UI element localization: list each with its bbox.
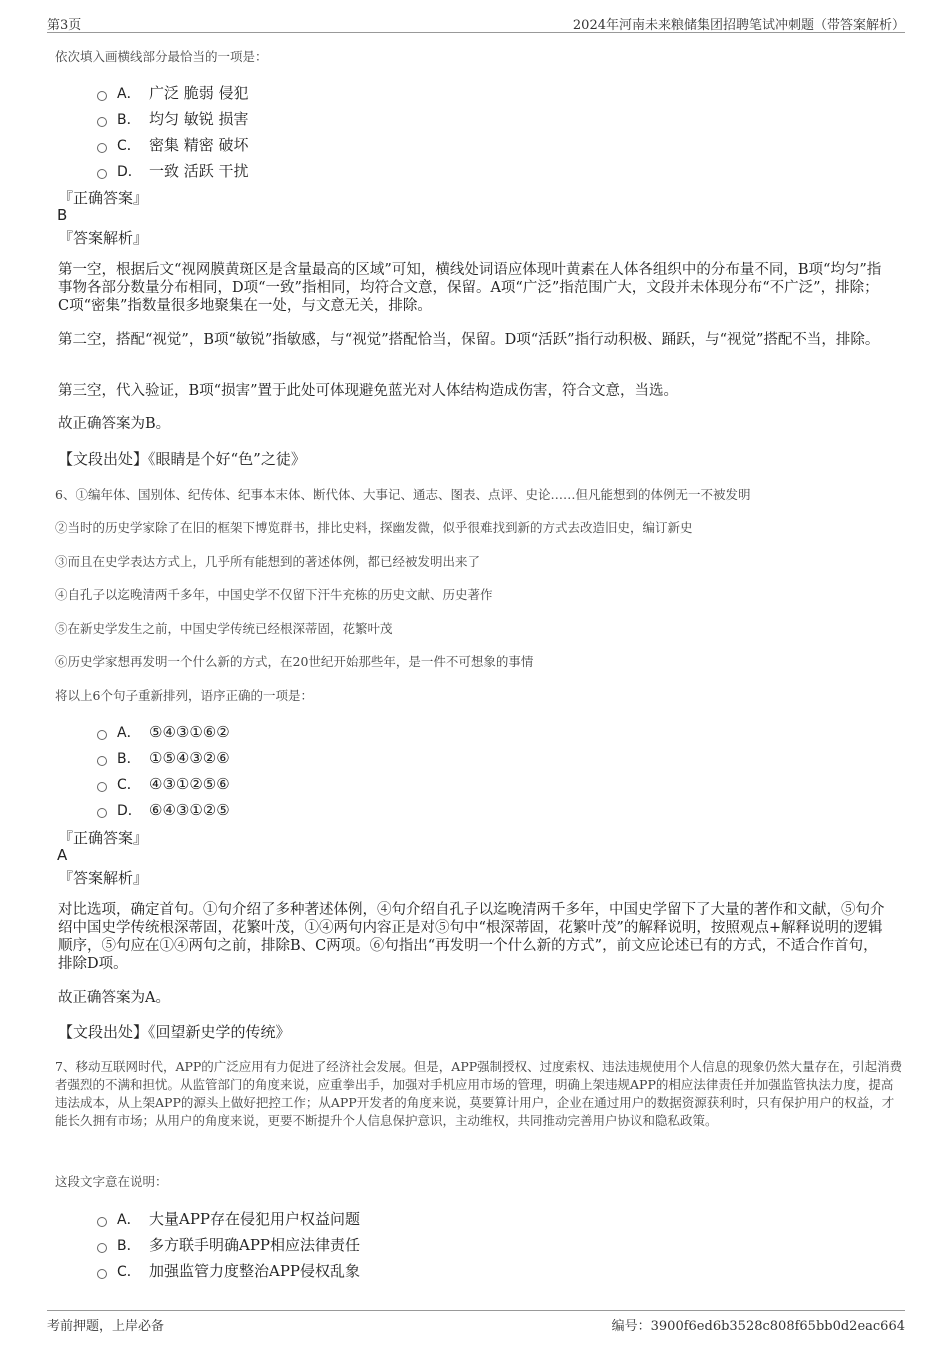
radio-icon[interactable]: [97, 730, 107, 740]
q7-option-c[interactable]: C． 加强监管力度整治APP侵权乱象: [97, 1260, 360, 1280]
q6-option-b[interactable]: B． ①⑤④③②⑥: [97, 748, 230, 768]
q6-sentence-4: ④自孔子以迄晚清两千多年，中国史学不仅留下汗牛充栋的历史文献、历史著作: [55, 587, 493, 602]
radio-icon[interactable]: [97, 91, 107, 101]
q5-answer-label: 『正确答案』: [58, 189, 149, 207]
q6-sentence-5: ⑤在新史学发生之前，中国史学传统已经根深蒂固，花繁叶茂: [55, 621, 393, 636]
q5-prompt: 依次填入画横线部分最恰当的一项是：: [55, 49, 268, 64]
q7-option-b[interactable]: B． 多方联手明确APP相应法律责任: [97, 1234, 360, 1254]
q5-option-a[interactable]: A． 广泛 脆弱 侵犯: [97, 82, 249, 102]
footer-slogan: 考前押题，上岸必备: [47, 1319, 165, 1334]
q6-analysis-label: 『答案解析』: [58, 869, 149, 887]
radio-icon[interactable]: [97, 808, 107, 818]
q5-analysis-label: 『答案解析』: [58, 229, 149, 247]
q7-passage: 7、移动互联网时代，APP的广泛应用有力促进了经济社会发展。但是，APP强制授权、过度索权、违法违规使用个人信息的现象仍然大量存在，引起消费者强烈的不满和担忧。从监管部门的角度来说，应重拳出手，加强对手机应用市场的管理，明确上架违规APP的相应法律责任并加强监管执法力度，提高违法成本，从上架APP的源头上做好把控工作；从APP开发者的角度来说，莫要算计用户，企业在通过用户的数据资源获利时，只有保护用户的权益，才能长久拥有市场；从用户的角度来说，更要不断提升个人信息保护意识，主动维权，共同推动完善用户协议和隐私政策。: [55, 1059, 903, 1128]
q6-prompt: 将以上6个句子重新排列，语序正确的一项是：: [55, 688, 313, 703]
q6-option-a[interactable]: A． ⑤④③①⑥②: [97, 722, 230, 742]
radio-icon[interactable]: [97, 117, 107, 127]
radio-icon[interactable]: [97, 782, 107, 792]
document-title: 2024年河南未来粮储集团招聘笔试冲刺题（带答案解析）: [572, 18, 905, 33]
page-footer: [47, 1310, 905, 1333]
q6-source: 【文段出处】《回望新史学的传统》: [58, 1023, 291, 1041]
q5-analysis-conclusion: 故正确答案为B。: [58, 416, 171, 432]
q5-source: 【文段出处】《眼睛是个好“色”之徒》: [58, 450, 306, 468]
radio-icon[interactable]: [97, 1243, 107, 1253]
q6-analysis-conclusion: 故正确答案为A。: [58, 990, 170, 1006]
q6-option-d[interactable]: D． ⑥④③①②⑤: [97, 800, 230, 820]
q6-sentence-2: ②当时的历史学家除了在旧的框架下博览群书，排比史料，探幽发微，似乎很难找到新的方式去改造旧史，编订新史: [55, 520, 693, 535]
q7-prompt: 这段文字意在说明：: [55, 1174, 168, 1189]
q5-option-b[interactable]: B． 均匀 敏锐 损害: [97, 108, 249, 128]
q6-answer-label: 『正确答案』: [58, 829, 149, 847]
document-code: 编号：3900f6ed6b3528c808f65bb0d2eac664: [611, 1319, 905, 1334]
q6-option-c[interactable]: C． ④③①②⑤⑥: [97, 774, 230, 794]
q5-analysis-para-2: 第二空，搭配“视觉”，B项“敏锐”指敏感，与“视觉”搭配恰当，保留。D项“活跃”指行动积极、踊跃，与“视觉”搭配不当，排除。: [58, 332, 880, 348]
page-number: 第3页: [47, 18, 82, 33]
q6-sentence-6: ⑥历史学家想再发明一个什么新的方式，在20世纪开始那些年，是一件不可想象的事情: [55, 654, 534, 669]
q5-option-c[interactable]: C． 密集 精密 破坏: [97, 134, 249, 154]
radio-icon[interactable]: [97, 1269, 107, 1279]
q5-analysis-para-1: 第一空，根据后文“视网膜黄斑区是含量最高的区域”可知，横线处词语应体现叶黄素在人体各组织中的分布量不同，B项“均匀”指事物各部分数量分布相同，D项“一致”指相同，均符合文意，保留。A项“广泛”指范围广大，文段并未体现分布“不广泛”，排除；C项“密集”指数量很多地聚集在一处，与文意无关，排除。: [58, 262, 882, 314]
page-header: [47, 12, 905, 33]
radio-icon[interactable]: [97, 1217, 107, 1227]
q6-answer: A: [57, 846, 68, 864]
q5-answer: B: [57, 206, 68, 224]
q5-analysis-para-3: 第三空，代入验证，B项“损害”置于此处可体现避免蓝光对人体结构造成伤害，符合文意，当选。: [58, 383, 678, 399]
radio-icon[interactable]: [97, 143, 107, 153]
q6-analysis-para-1: 对比选项，确定首句。①句介绍了多种著述体例，④句介绍自孔子以迄晚清两千多年，中国史学留下了大量的著作和文献，⑤句介绍中国史学传统根深蒂固，花繁叶茂，①④两句内容正是对⑤句中“根深蒂固，花繁叶茂”的解释说明，按照观点+解释说明的逻辑顺序，⑤句应在①④两句之前，排除B、C两项。⑥句指出“再发明一个什么新的方式”，前文应论述已有的方式，不适合作首句，排除D项。: [58, 902, 885, 972]
q6-sentence-3: ③而且在史学表达方式上，几乎所有能想到的著述体例，都已经被发明出来了: [55, 554, 481, 569]
radio-icon[interactable]: [97, 756, 107, 766]
q5-option-d[interactable]: D． 一致 活跃 干扰: [97, 160, 249, 180]
radio-icon[interactable]: [97, 169, 107, 179]
q6-sentence-1: 6、①编年体、国别体、纪传体、纪事本末体、断代体、大事记、通志、图表、点评、史论……但凡能想到的体例无一不被发明: [55, 487, 751, 502]
q7-option-a[interactable]: A． 大量APP存在侵犯用户权益问题: [97, 1208, 360, 1228]
